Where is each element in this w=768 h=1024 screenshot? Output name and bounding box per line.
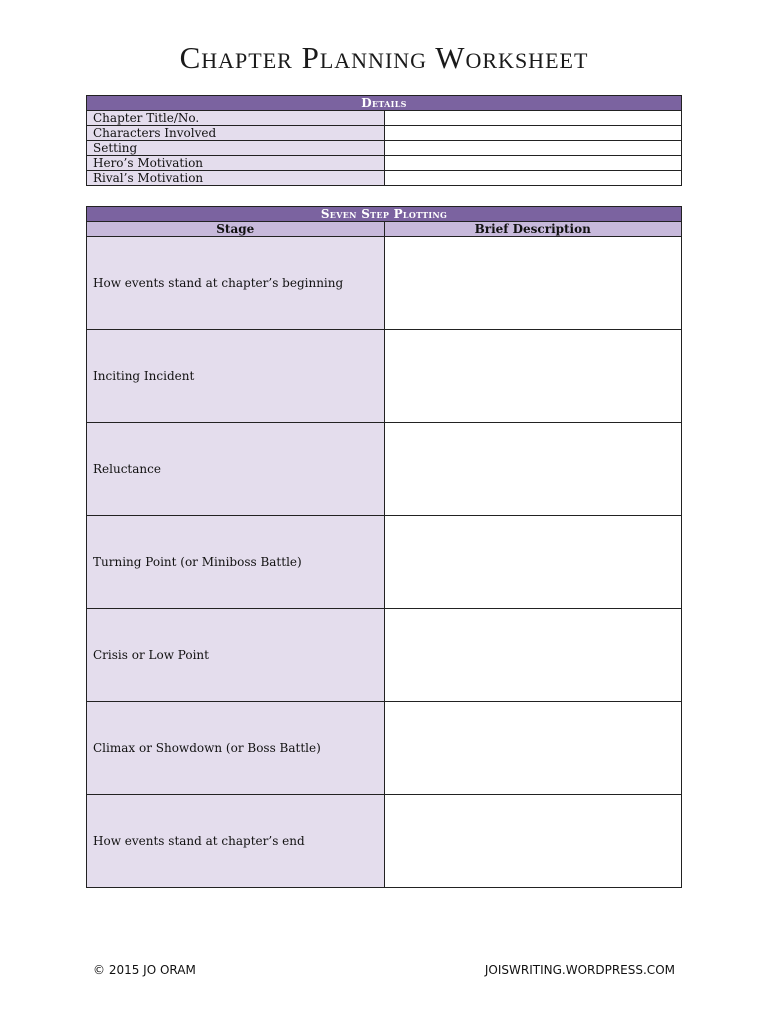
seven-step-plotting-table — [86, 206, 682, 888]
plot-row — [87, 609, 682, 702]
plotting-header: Seven Step Plotting — [87, 207, 682, 222]
details-label-setting: Setting — [87, 141, 385, 156]
details-row — [87, 126, 682, 141]
stage-description-field[interactable] — [384, 423, 682, 516]
details-row — [87, 171, 682, 186]
details-label-hero-motivation: Hero’s Motivation — [87, 156, 385, 171]
plot-row — [87, 237, 682, 330]
stage-column-header: Stage — [87, 222, 385, 237]
details-label-characters: Characters Involved — [87, 126, 385, 141]
stage-description-field[interactable] — [384, 795, 682, 888]
stage-label: Crisis or Low Point — [87, 609, 385, 702]
plot-row — [87, 795, 682, 888]
details-table — [86, 95, 682, 186]
details-row — [87, 111, 682, 126]
stage-label: Turning Point (or Miniboss Battle) — [87, 516, 385, 609]
details-field-hero-motivation[interactable] — [384, 156, 682, 171]
details-field-chapter-title[interactable] — [384, 111, 682, 126]
page-title: Chapter Planning Worksheet — [179, 40, 589, 75]
details-field-setting[interactable] — [384, 141, 682, 156]
details-header: Details — [87, 96, 682, 111]
footer-website: JOISWRITING.WORDPRESS.COM — [484, 963, 675, 977]
details-row — [87, 141, 682, 156]
stage-description-field[interactable] — [384, 330, 682, 423]
stage-label: Reluctance — [87, 423, 385, 516]
stage-label: How events stand at chapter’s end — [87, 795, 385, 888]
plot-row — [87, 516, 682, 609]
plot-row — [87, 423, 682, 516]
stage-description-field[interactable] — [384, 702, 682, 795]
plot-row — [87, 702, 682, 795]
description-column-header: Brief Description — [384, 222, 682, 237]
stage-label: Climax or Showdown (or Boss Battle) — [87, 702, 385, 795]
stage-label: How events stand at chapter’s beginning — [87, 237, 385, 330]
details-field-rival-motivation[interactable] — [384, 171, 682, 186]
details-label-chapter-title: Chapter Title/No. — [87, 111, 385, 126]
stage-description-field[interactable] — [384, 237, 682, 330]
footer-copyright: © 2015 JO ORAM — [93, 963, 196, 977]
details-field-characters[interactable] — [384, 126, 682, 141]
stage-description-field[interactable] — [384, 609, 682, 702]
plot-row — [87, 330, 682, 423]
details-row — [87, 156, 682, 171]
stage-description-field[interactable] — [384, 516, 682, 609]
details-label-rival-motivation: Rival’s Motivation — [87, 171, 385, 186]
stage-label: Inciting Incident — [87, 330, 385, 423]
